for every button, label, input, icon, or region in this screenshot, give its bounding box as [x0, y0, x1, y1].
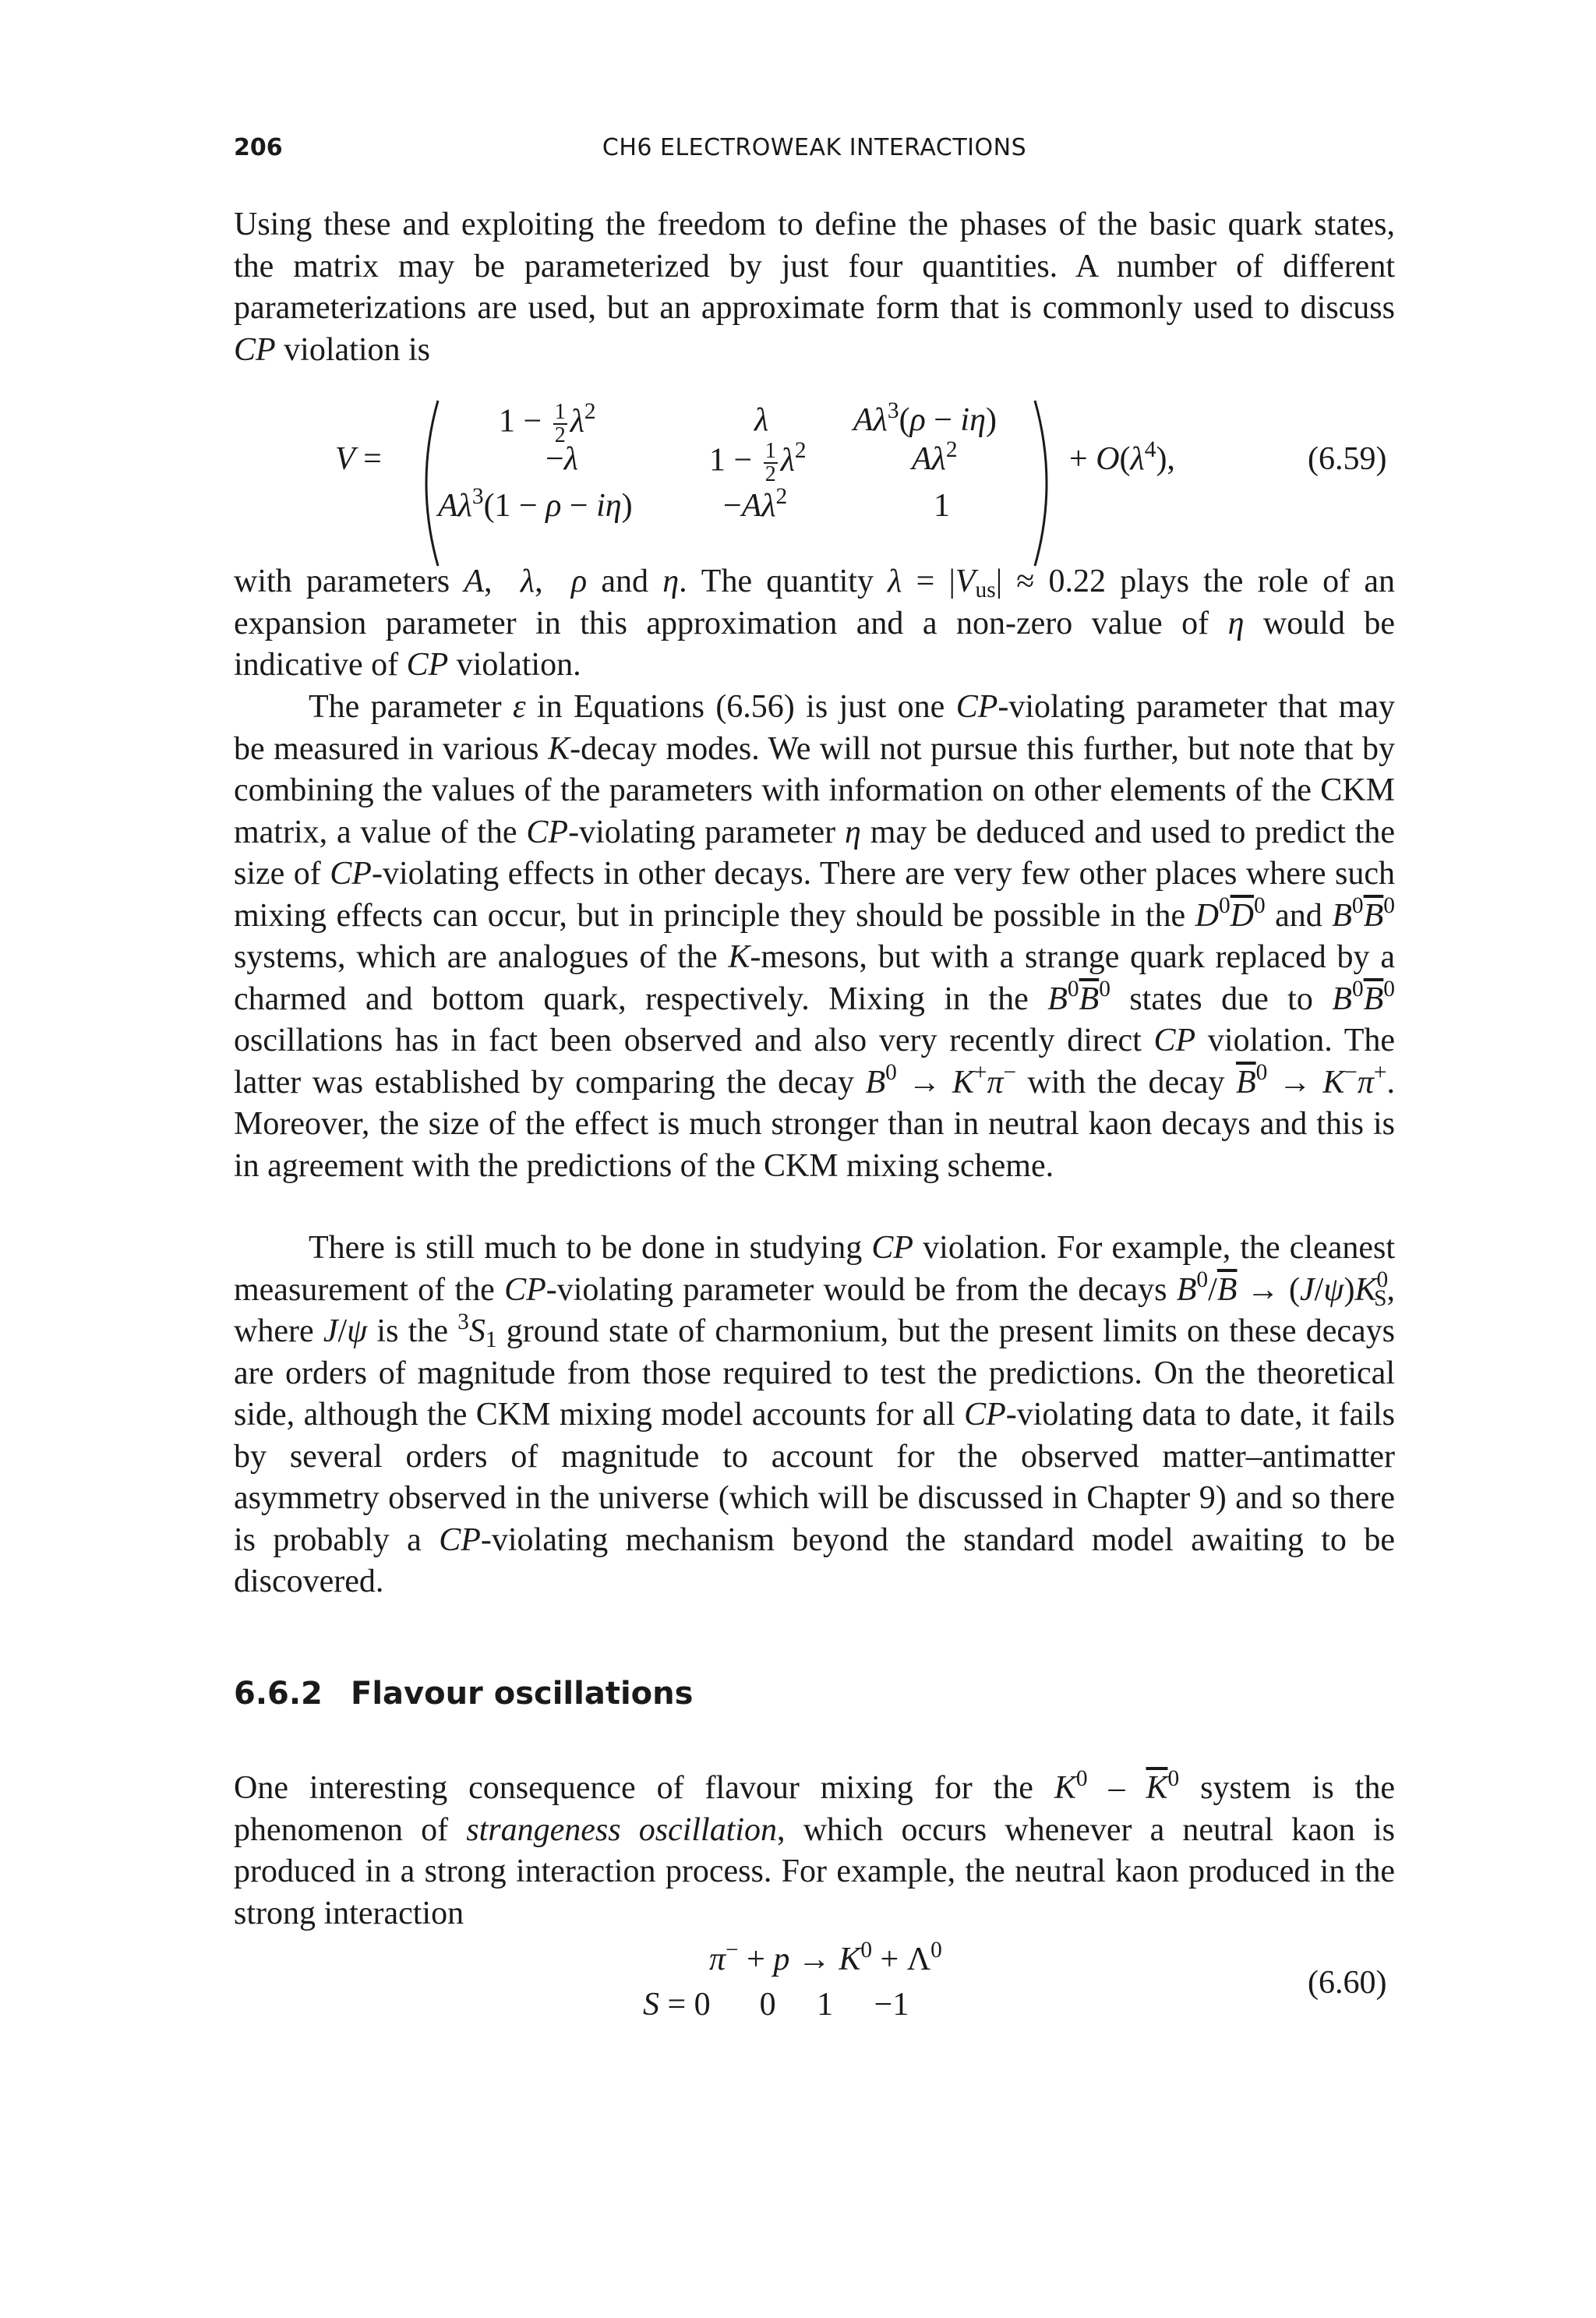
page-header: [234, 134, 1395, 173]
m12: λ: [754, 402, 769, 438]
paragraph-3: The parameter ε in Equations (6.56) is just one CP-violating parameter that may be measured in various K-decay modes. We will not pursue this further, but note that by combining the values of the parameters with information on other elements of the CKM matrix, a value of the CP-violating parameter η may be deduced and used to predict the size of CP-violating effects in other decays. There are very few other places where such mixing effects can occur, but in principle they should be possible in the $D^0\overline{D}^0$ and $B^0\overline{B}^0$ systems, which are analogues of the K-mesons, but with a strange quark replaced by a charmed and bottom quark, respectively. Mixing in the $B^0\overline{B}^0$ states due to $B^0\overline{B}^0$ oscillations has in fact been observed and also very recently direct CP violation. The latter was established by comparing the decay $B^0 \to K^+\pi^-$ with the decay $\overline{B}^0 \to K^-\pi^+$. Moreover, the size of the effect is much stronger than in neutral kaon decays and this is in agreement with the predictions of the CKM mixing scheme.: [234, 689, 1396, 1184]
eq-rhs: + $O(\lambda^4)$,: [1069, 436, 1175, 477]
paragraph-1: Using these and exploiting the freedom to define the phases of the basic quark states, the matrix may be parameterized by just four quantities. A number of different parameterizations are used, but an approximate form that is commonly used to discuss CP violation is: [234, 207, 1395, 368]
m32: $-A\lambda^2$: [723, 483, 788, 524]
m22: 1 − $\frac{1}{2}$ $\lambda^2$: [709, 438, 807, 486]
eq-label-6-60: (6.60): [1308, 1965, 1387, 2001]
m13: $A\lambda^3(\rho - i\eta)$: [853, 398, 997, 438]
eq-lhs: V =: [335, 441, 382, 477]
eq660-strangeness: S = 0 0 1 −1: [643, 1987, 909, 2023]
m11: 1 − $\frac{1}{2}$ $\lambda^2$: [499, 399, 596, 447]
paragraph-5: One interesting consequence of flavour mixing for the $K^0 - \overline{K}^0$ system is the phenomenon of strangeness oscillation, which occurs whenever a neutral kaon is produced in a strong interaction process. For example, the neutral kaon produced in the strong interaction: [234, 1765, 1395, 1931]
m21: −λ: [546, 441, 578, 477]
paragraph-2: with parameters A, λ, ρ and η. The quantity $\lambda = |V_{us}| \approx 0.22$ plays the role of an expansion parameter in this approximation and a non-zero value of η would be indicative of CP violation.: [234, 564, 1395, 683]
m33: 1: [934, 488, 950, 524]
page-number: 206: [234, 134, 283, 161]
m31: $A\lambda^3(1 - \rho - i\eta)$: [438, 483, 633, 524]
m23: $A\lambda^2$: [912, 436, 958, 477]
left-paren-icon: [411, 398, 443, 569]
section-heading: [234, 1676, 693, 1712]
eq660-reaction: $\pi^- + p \to K^0 + \Lambda^0$: [709, 1937, 942, 1977]
running-head: CH6 ELECTROWEAK INTERACTIONS: [602, 134, 1027, 161]
paragraph-4: There is still much to be done in studying CP violation. For example, the cleanest measurement of the CP-violating parameter would be from the decays $B^0/\overline{B} \to (J/\psi)K^0_S$, where J/ψ is the $^3S_1$ ground state of charmonium, but the present limits on these decays are orders of magnitude from those required to test the predictions. On the theoretical side, although the CKM mixing model accounts for all CP-violating data to date, it fails by several orders of magnitude to account for the observed matter–antimatter asymmetry observed in the universe (which will be discussed in Chapter 9) and so there is probably a CP-violating mechanism beyond the standard model awaiting to be discovered.: [234, 1230, 1396, 1599]
right-paren-icon: [1030, 398, 1061, 569]
eq-label-6-59: (6.59): [1308, 441, 1387, 477]
section-title: Flavour oscillations: [351, 1676, 694, 1712]
section-number: 6.6.2: [234, 1676, 323, 1712]
